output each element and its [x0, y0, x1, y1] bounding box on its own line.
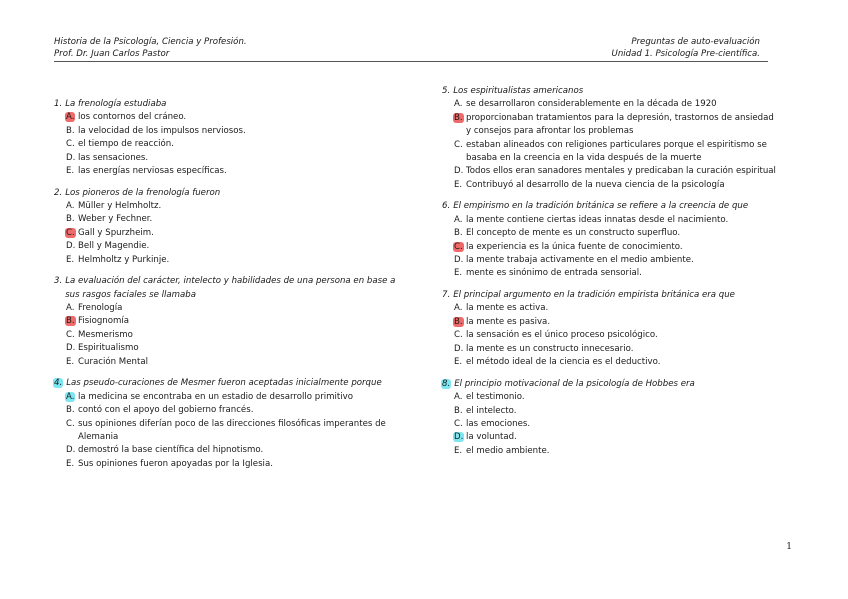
option-a [442, 302, 778, 315]
option-d [54, 444, 406, 457]
question-stem [54, 377, 406, 390]
option-text: el método ideal de la ciencia es el deductivo. [466, 357, 661, 368]
option-d [442, 165, 778, 178]
question-text: Los pioneros de la frenología fueron [65, 187, 221, 198]
option-label: D. [66, 241, 76, 252]
page-number: 1 [786, 542, 792, 552]
option-text: la voluntad. [466, 432, 517, 443]
option-text: los contornos del cráneo. [78, 112, 187, 123]
option-text: proporcionaban tratamientos para la depresión, trastornos de ansiedad y consejos para afrontar los problemas [466, 112, 774, 137]
option-text: la mente es pasiva. [466, 316, 551, 327]
option-text: demostró la base científica del hipnotismo. [78, 445, 264, 456]
option-text: Fisiognomía [78, 316, 130, 327]
option-b [442, 227, 778, 240]
option-a [442, 98, 778, 111]
option-text: Gall y Spurzheim. [78, 227, 154, 238]
option-d [442, 343, 778, 356]
option-text: la mente contiene ciertas ideas innatas desde el nacimiento. [466, 214, 729, 225]
question-7 [442, 289, 778, 369]
flag-highlight: A. [66, 391, 75, 402]
option-label: D. [66, 445, 76, 456]
option-e [442, 356, 778, 369]
header-left [54, 37, 247, 60]
option-b [54, 315, 406, 328]
option-text: Todos ellos eran sanadores mentales y predicaban la curación espiritual [466, 166, 776, 177]
option-c [54, 418, 406, 445]
option-b [54, 404, 406, 417]
option-label: C. [66, 329, 75, 340]
option-text: Helmholtz y Purkinje. [78, 254, 170, 265]
option-label: D. [454, 343, 464, 354]
option-text: las emociones. [466, 418, 531, 429]
option-label: E. [66, 356, 75, 367]
question-text: La frenología estudiaba [65, 99, 167, 109]
option-d [442, 431, 778, 444]
question-3 [54, 275, 406, 369]
option-c [54, 138, 406, 151]
question-number: 5. [442, 86, 451, 96]
answer-highlight: B. [454, 112, 463, 123]
option-label: E. [454, 268, 463, 279]
option-text: Mesmerismo [78, 329, 133, 340]
option-text: la velocidad de los impulsos nerviosos. [78, 125, 246, 136]
option-text: Frenología [78, 303, 123, 314]
option-text: las energías nerviosas específicas. [78, 166, 227, 177]
option-d [54, 342, 406, 355]
option-c [442, 418, 778, 431]
option-e [442, 445, 778, 458]
option-label: B. [454, 228, 463, 239]
option-text: la experiencia es la única fuente de conocimiento. [466, 241, 683, 252]
option-e [442, 267, 778, 280]
option-d [442, 254, 778, 267]
question-flag-highlight: 8. [442, 378, 451, 389]
option-label: E. [454, 357, 463, 368]
document-title: Preguntas de auto-evaluación [631, 37, 760, 47]
option-label: C. [454, 330, 463, 341]
question-stem [54, 98, 406, 111]
option-text: el tiempo de reacción. [78, 139, 174, 150]
option-text: las sensaciones. [78, 152, 149, 163]
option-b [54, 213, 406, 226]
question-number: 7. [442, 290, 451, 301]
option-a [54, 111, 406, 124]
question-2 [54, 187, 406, 267]
option-label: A. [454, 303, 463, 314]
question-text: Las pseudo-curaciones de Mesmer fueron aceptadas inicialmente porque [66, 378, 382, 389]
option-text: la mente es un constructo innecesario. [466, 343, 634, 354]
option-label: B. [66, 405, 75, 416]
option-label: D. [454, 255, 464, 266]
header-right [612, 37, 760, 60]
option-label: D. [66, 343, 76, 354]
question-text: La evaluación del carácter, intelecto y habilidades de una persona en base a sus rasgos faciales se llamaba [65, 276, 396, 300]
option-label: D. [454, 166, 464, 177]
option-label: E. [66, 254, 75, 265]
option-label: C. [454, 139, 463, 150]
question-text: Los espiritualistas americanos [453, 86, 584, 96]
option-text: se desarrollaron considerablemente en la década de 1920 [466, 99, 717, 110]
answer-highlight: C. [454, 241, 463, 252]
option-text: Müller y Helmholtz. [78, 201, 162, 212]
option-text: el intelecto. [466, 405, 517, 416]
option-b [442, 405, 778, 418]
question-text: El principio motivacional de la psicología de Hobbes era [454, 378, 695, 389]
option-label: E. [454, 179, 463, 190]
option-a [442, 214, 778, 227]
question-text: El empirismo en la tradición británica se refiere a la creencia de que [453, 201, 749, 212]
option-label: A. [66, 201, 75, 212]
answer-highlight: C. [66, 227, 75, 238]
right-column [442, 85, 778, 466]
option-e [442, 179, 778, 192]
option-text: El concepto de mente es un constructo superfluo. [466, 228, 681, 239]
option-b [54, 125, 406, 138]
option-d [54, 240, 406, 253]
question-flag-highlight: 4. [54, 378, 63, 389]
professor-name: Prof. Dr. Juan Carlos Pastor [54, 48, 170, 59]
option-label: B. [66, 214, 75, 225]
option-text: Contribuyó al desarrollo de la nueva ciencia de la psicología [466, 179, 725, 190]
option-a [54, 391, 406, 404]
option-e [54, 356, 406, 369]
question-stem [442, 289, 778, 302]
option-text: contó con el apoyo del gobierno francés. [78, 405, 254, 416]
option-e [54, 458, 406, 471]
option-label: B. [454, 405, 463, 416]
option-label: C. [66, 139, 75, 150]
option-c [54, 227, 406, 240]
option-text: la medicina se encontraba en un estadio de desarrollo primitivo [78, 391, 353, 402]
question-number: 2. [54, 187, 63, 198]
option-label: E. [454, 445, 463, 456]
unit-title: Unidad 1. Psicología Pre-científica. [611, 48, 760, 59]
option-a [54, 200, 406, 213]
option-a [54, 302, 406, 315]
question-number: 1. [54, 99, 63, 109]
option-label: C. [66, 418, 75, 429]
option-c [442, 329, 778, 342]
option-text: estaban alineados con religiones particulares porque el espiritismo se basaba en la creencia en la vida después de la muerte [466, 139, 767, 164]
option-text: la sensación es el único proceso psicológico. [466, 330, 658, 341]
option-text: Bell y Magendie. [78, 241, 150, 252]
question-stem [442, 85, 778, 98]
question-text: El principal argumento en la tradición empirista británica era que [453, 290, 735, 301]
option-c [442, 241, 778, 254]
option-label: A. [66, 303, 75, 314]
option-d [54, 152, 406, 165]
option-c [54, 329, 406, 342]
question-number: 3. [54, 276, 63, 287]
option-label: E. [66, 166, 75, 177]
option-text: la mente es activa. [466, 303, 549, 314]
question-stem [54, 275, 406, 302]
answer-highlight: B. [454, 316, 463, 327]
question-8 [442, 378, 778, 458]
left-column [54, 98, 406, 479]
option-label: A. [454, 214, 463, 225]
question-4 [54, 377, 406, 471]
option-text: Espiritualismo [78, 343, 139, 354]
question-stem [442, 378, 778, 391]
question-5 [442, 85, 778, 192]
flag-highlight: D. [454, 432, 464, 443]
option-text: el medio ambiente. [466, 445, 550, 456]
option-text: Weber y Fechner. [78, 214, 153, 225]
header-divider [54, 61, 768, 62]
option-text: la mente trabaja activamente en el medio ambiente. [466, 255, 694, 266]
option-c [442, 139, 778, 166]
question-1 [54, 98, 406, 178]
option-label: A. [454, 99, 463, 110]
option-label: E. [66, 458, 75, 469]
question-stem [442, 200, 778, 213]
option-a [442, 391, 778, 404]
answer-highlight: A. [66, 112, 75, 123]
option-b [442, 112, 778, 139]
option-text: Curación Mental [78, 356, 148, 367]
option-text: sus opiniones diferían poco de las direcciones filosóficas imperantes de Alemania [78, 418, 386, 442]
option-b [442, 316, 778, 329]
question-number: 6. [442, 201, 451, 212]
option-text: el testimonio. [466, 392, 525, 403]
question-stem [54, 187, 406, 200]
option-e [54, 165, 406, 178]
course-title: Historia de la Psicología, Ciencia y Profesión. [54, 37, 247, 47]
option-text: mente es sinónimo de entrada sensorial. [466, 268, 642, 279]
option-label: D. [66, 152, 76, 163]
option-label: B. [66, 125, 75, 136]
option-label: A. [454, 392, 463, 403]
answer-highlight: B. [66, 316, 75, 327]
option-text: Sus opiniones fueron apoyadas por la Iglesia. [78, 458, 273, 469]
option-label: C. [454, 418, 463, 429]
question-6 [442, 200, 778, 280]
option-e [54, 254, 406, 267]
